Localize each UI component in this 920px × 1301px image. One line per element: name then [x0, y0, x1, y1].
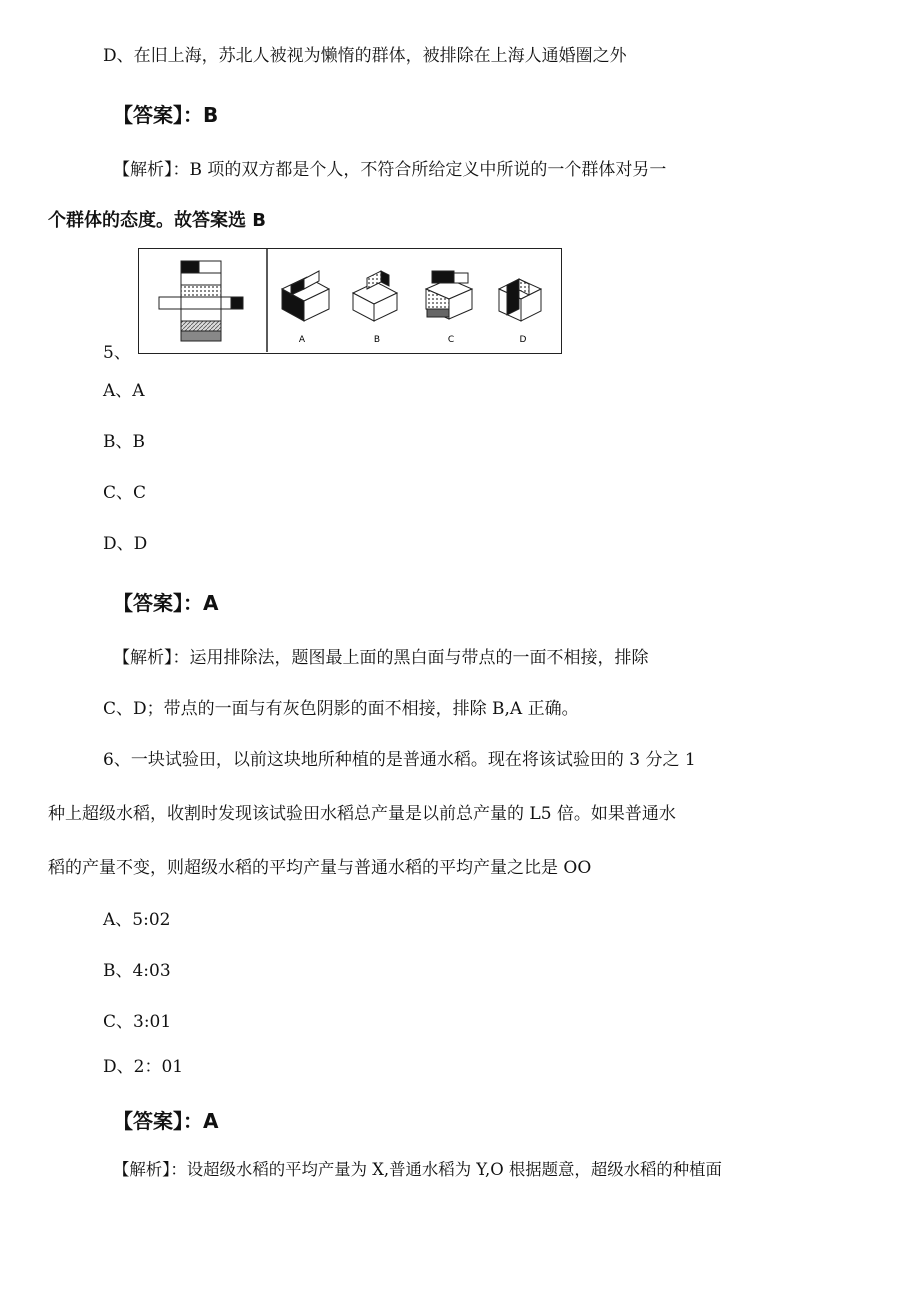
- q5-option-a: A、A: [103, 381, 145, 401]
- q6-option-d: D、2：01: [103, 1057, 184, 1077]
- figure-label-d: D: [519, 335, 527, 345]
- q6-option-a: A、5:02: [103, 910, 171, 930]
- question-5-number: 5、: [103, 343, 131, 363]
- q5-option-d: D、D: [103, 534, 148, 554]
- answer-label-q6: 【答案】：A: [113, 1109, 219, 1133]
- option-d-shape: [499, 279, 541, 321]
- option-c-shape: [426, 271, 472, 319]
- cube-net-diagram: [139, 249, 560, 352]
- q5-option-b: B、B: [103, 432, 145, 452]
- figure-label-a: A: [298, 335, 306, 345]
- cube-net: [159, 261, 243, 341]
- question-6-line2: 种上超级水稻，收割时发现该试验田水稻总产量是以前总产量的 L5 倍。如果普通水: [48, 804, 676, 824]
- explanation-q4-line2: 个群体的态度。故答案选 B: [48, 210, 266, 231]
- question-6-line3: 稻的产量不变，则超级水稻的平均产量与普通水稻的平均产量之比是 OO: [48, 858, 592, 878]
- answer-label-q5: 【答案】：A: [113, 591, 219, 615]
- figure-label-c: C: [447, 335, 455, 345]
- option-a-shape: [282, 271, 329, 321]
- question-5-figure: [138, 248, 562, 354]
- q5-option-c: C、C: [103, 483, 147, 503]
- explanation-q5-line1: 【解析】：运用排除法，题图最上面的黑白面与带点的一面不相接，排除: [113, 648, 649, 668]
- figure-label-b: B: [373, 335, 381, 345]
- explanation-q4-line1: 【解析】：B 项的双方都是个人，不符合所给定义中所说的一个群体对另一: [113, 160, 667, 180]
- q6-option-b: B、4:03: [103, 961, 171, 981]
- answer-label-q4: 【答案】：B: [113, 103, 219, 127]
- option-b-shape: [353, 271, 397, 321]
- explanation-q6-line1: 【解析】：设超级水稻的平均产量为 X,普通水稻为 Y,O 根据题意，超级水稻的种植面: [113, 1160, 722, 1179]
- option-d-text: D、在旧上海，苏北人被视为懒惰的群体，被排除在上海人通婚圈之外: [103, 46, 627, 66]
- explanation-q5-line2: C、D；带点的一面与有灰色阴影的面不相接，排除 B,A 正确。: [103, 699, 579, 719]
- q6-option-c: C、3:01: [103, 1012, 172, 1032]
- question-6-line1: 6、一块试验田，以前这块地所种植的是普通水稻。现在将该试验田的 3 分之 1: [103, 750, 696, 770]
